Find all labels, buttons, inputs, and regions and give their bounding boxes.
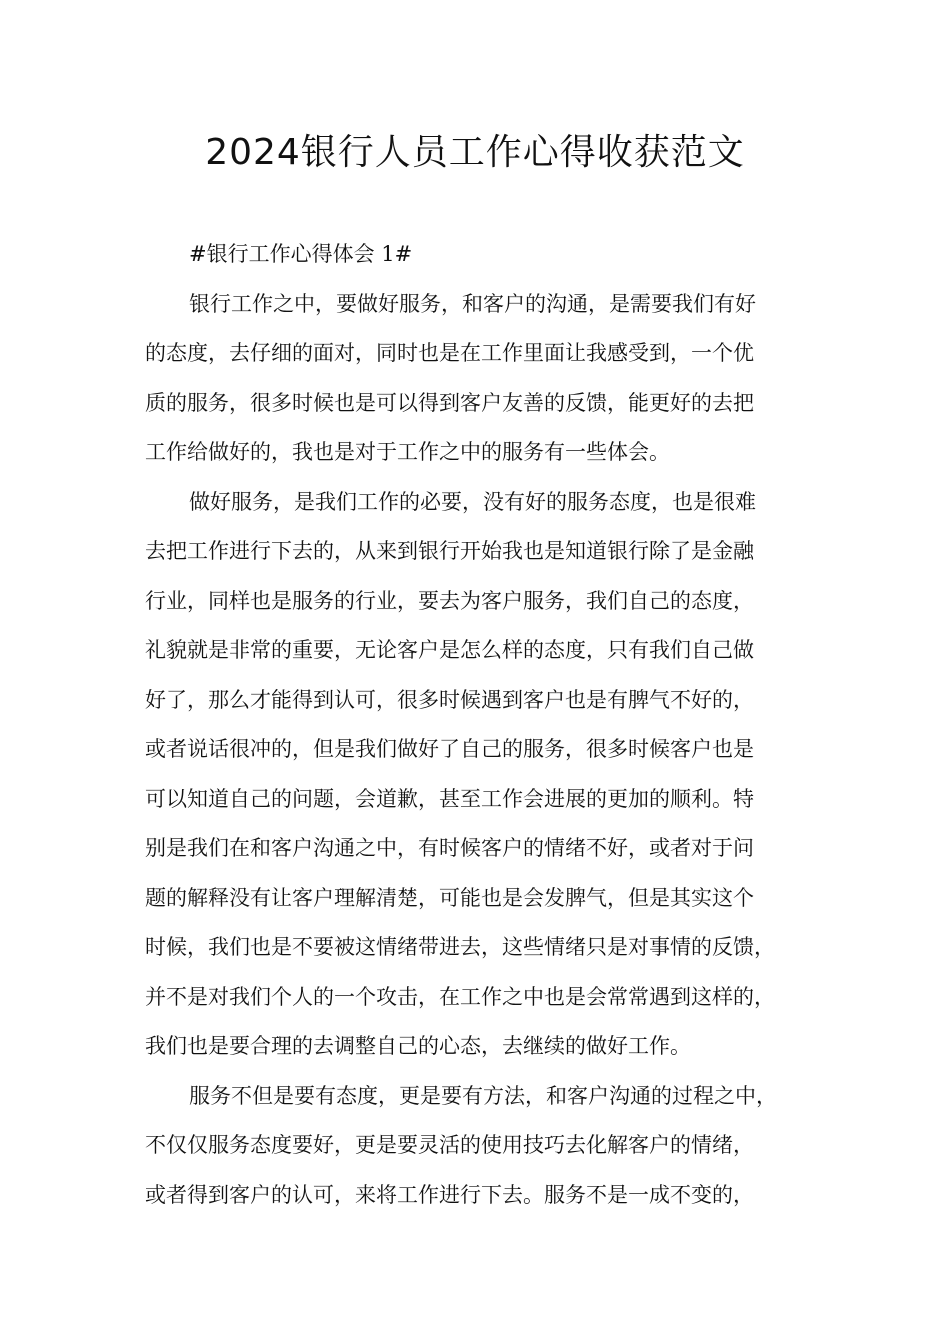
text-line: 题的解释没有让客户理解清楚，可能也是会发脾气，但是其实这个 bbox=[145, 885, 754, 910]
text-line: 或者得到客户的认可，来将工作进行下去。服务不是一成不变的， bbox=[145, 1182, 754, 1207]
text-line: 工作给做好的，我也是对于工作之中的服务有一些体会。 bbox=[145, 440, 670, 464]
page-title: 2024银行人员工作心得收获范文 bbox=[205, 132, 745, 173]
text-line: 可以知道自己的问题，会道歉，甚至工作会进展的更加的顺利。特 bbox=[145, 786, 754, 811]
text-line: 别是我们在和客户沟通之中，有时候客户的情绪不好，或者对于问 bbox=[145, 836, 754, 860]
text-line: 礼貌就是非常的重要，无论客户是怎么样的态度，只有我们自己做 bbox=[145, 638, 754, 662]
text-line: 时候，我们也是不要被这情绪带进去，这些情绪只是对事情的反馈， bbox=[145, 935, 775, 959]
text-line: 好了，那么才能得到认可，很多时候遇到客户也是有脾气不好的， bbox=[145, 687, 754, 712]
text-line: 并不是对我们个人的一个攻击，在工作之中也是会常常遇到这样的， bbox=[145, 984, 775, 1009]
text-line: 我们也是要合理的去调整自己的心态，去继续的做好工作。 bbox=[145, 1034, 691, 1058]
text-line: 质的服务，很多时候也是可以得到客户友善的反馈，能更好的去把 bbox=[145, 390, 754, 415]
text-line: 不仅仅服务态度要好，更是要灵活的使用技巧去化解客户的情绪， bbox=[145, 1133, 754, 1157]
document-body bbox=[145, 230, 825, 1220]
text-line: 服务不但是要有态度，更是要有方法，和客户沟通的过程之中， bbox=[189, 1083, 777, 1108]
text-line: 或者说话很冲的，但是我们做好了自己的服务，很多时候客户也是 bbox=[145, 737, 754, 761]
text-line: 做好服务，是我们工作的必要，没有好的服务态度，也是很难 bbox=[189, 489, 756, 514]
text-line: 银行工作之中，要做好服务，和客户的沟通，是需要我们有好 bbox=[189, 291, 756, 316]
text-line: 行业，同样也是服务的行业，要去为客户服务，我们自己的态度， bbox=[145, 588, 754, 613]
text-line: 去把工作进行下去的，从来到银行开始我也是知道银行除了是金融 bbox=[145, 539, 754, 563]
text-line: 的态度，去仔细的面对，同时也是在工作里面让我感受到，一个优 bbox=[145, 341, 754, 365]
text-line: #银行工作心得体会 1# bbox=[189, 242, 413, 266]
